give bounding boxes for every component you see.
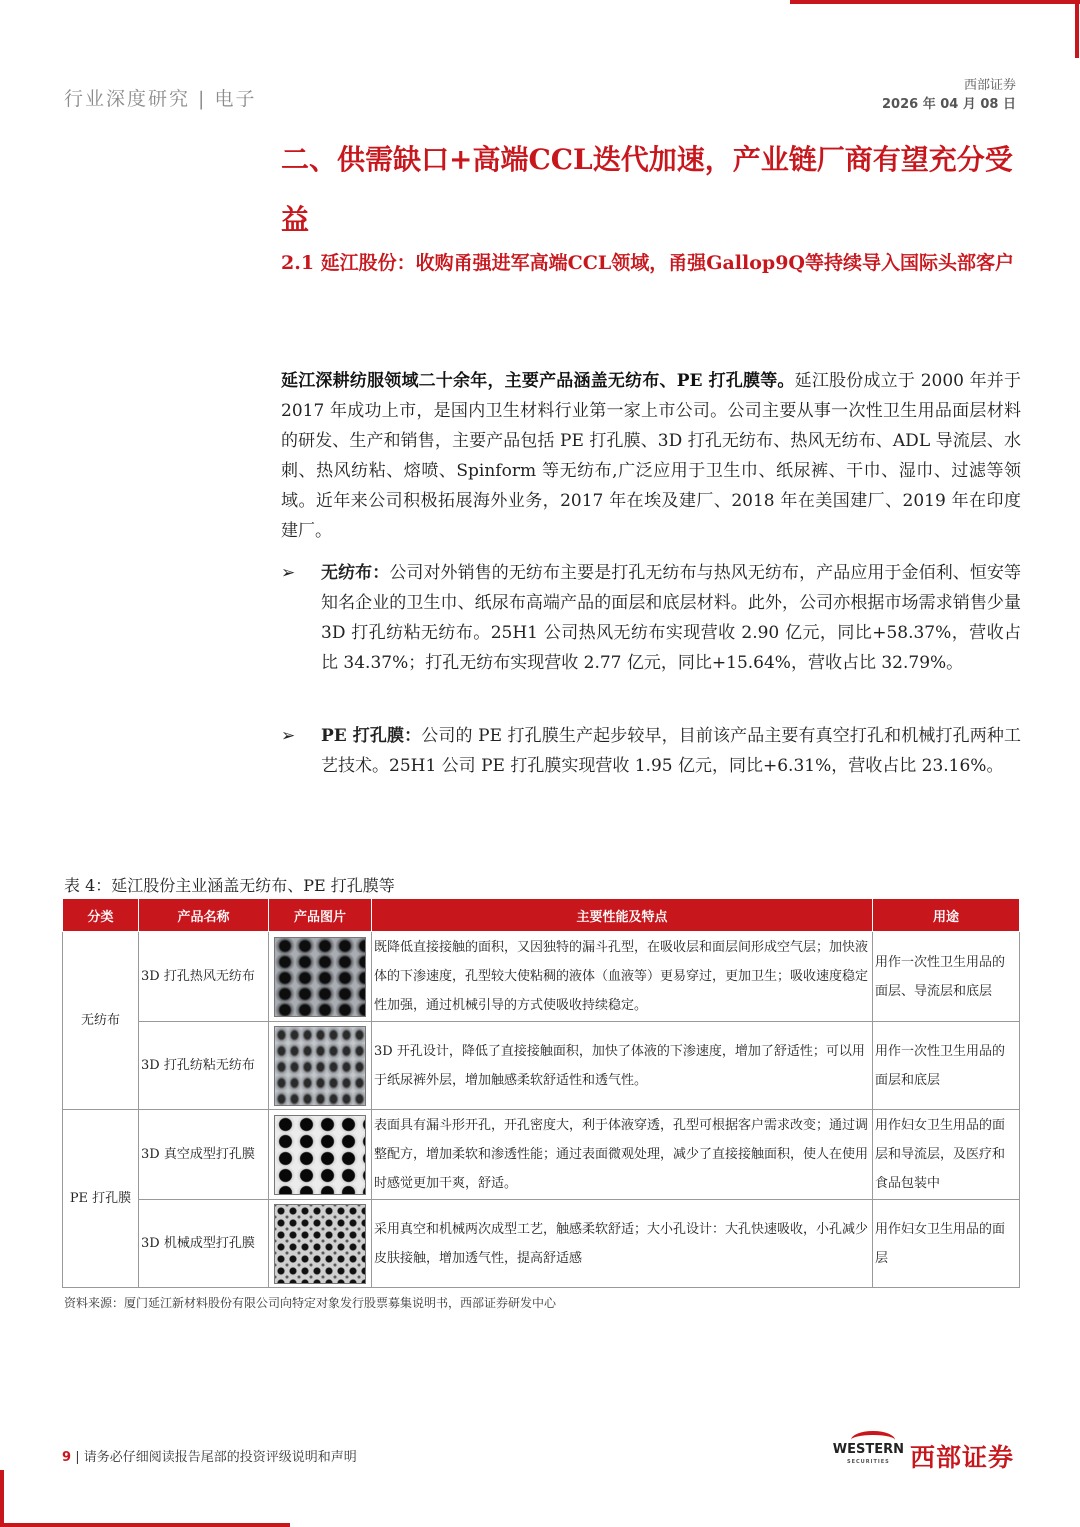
firm-name: 西部证券 [963, 78, 1016, 93]
table-row [63, 1110, 1020, 1200]
bullet-nonwoven [281, 558, 1021, 678]
section-title: 二、供需缺口+高端CCL迭代加速，产业链厂商有望充分受益 [281, 143, 1013, 236]
product-texture-image [274, 1204, 366, 1284]
header-meta [882, 76, 1016, 114]
intro-lead: 延江深耕纺服领域二十余年，主要产品涵盖无纺布、PE 打孔膜等。 [281, 371, 795, 391]
product-image-cell [269, 932, 372, 1022]
logo-chinese: 西部证券 [909, 1443, 1014, 1472]
header-usage: 用途 [873, 899, 1020, 932]
table-header-row [63, 899, 1020, 932]
product-texture-image [274, 1115, 366, 1195]
bullet-lead: PE 打孔膜： [321, 726, 422, 746]
top-right-red-line-vertical [1075, 0, 1079, 58]
usage-cell: 用作一次性卫生用品的面层、导流层和底层 [873, 932, 1020, 1022]
bullet-pe-film [281, 721, 1021, 781]
firm-logo [833, 1438, 1014, 1474]
product-name-cell: 3D 真空成型打孔膜 [139, 1110, 269, 1200]
header-product-name: 产品名称 [139, 899, 269, 932]
product-image-cell [269, 1022, 372, 1110]
bullet-text: 公司的 PE 打孔膜生产起步较早，目前该产品主要有真空打孔和机械打孔两种工艺技术。25H1 公司 PE 打孔膜实现营收 1.95 亿元，同比+6.31%，营收占比 23.16%。 [321, 726, 1021, 776]
table-source: 资料来源：厦门延江新材料股份有限公司向特定对象发行股票募集说明书，西部证券研发中心 [64, 1296, 557, 1310]
logo-english: WESTERN SECURITIES [833, 1443, 904, 1469]
feature-cell: 表面具有漏斗形开孔，开孔密度大，利于体液穿透，孔型可根据客户需求改变；通过调整配方，增加柔软和渗透性能；通过表面微观处理，减少了直接接触面积，使人在使用时感觉更加干爽，舒适。 [372, 1110, 873, 1200]
product-texture-image [274, 1026, 366, 1106]
disclaimer-note: 请务必仔细阅读报告尾部的投资评级说明和声明 [83, 1450, 357, 1465]
category-cell: 无纺布 [63, 932, 139, 1110]
intro-paragraph [281, 366, 1021, 546]
usage-cell: 用作妇女卫生用品的面层和导流层，及医疗和食品包装中 [873, 1110, 1020, 1200]
header-category: 分类 [63, 899, 139, 932]
usage-cell: 用作一次性卫生用品的面层和底层 [873, 1022, 1020, 1110]
product-name-cell: 3D 打孔热风无纺布 [139, 932, 269, 1022]
product-name-cell: 3D 机械成型打孔膜 [139, 1200, 269, 1288]
bullet-text: 公司对外销售的无纺布主要是打孔无纺布与热风无纺布，产品应用于金佰利、恒安等知名企业的卫生巾、纸尿布高端产品的面层和底层材料。此外，公司亦根据市场需求销售少量 3D 打孔纺粘无纺布。25H1 公司热风无纺布实现营收 2.90 亿元，同比+58.37%，营收占比 34.37%；打孔无纺布实现营收 2.77 亿元，同比+15.64%，营收占比 32.79%。 [321, 563, 1022, 673]
logo-arc-icon [851, 1431, 895, 1449]
table-caption: 表 4：延江股份主业涵盖无纺布、PE 打孔膜等 [64, 876, 395, 895]
page-number: 9 [62, 1450, 72, 1465]
bullet-lead: 无纺布： [321, 563, 390, 583]
report-category: 行业深度研究 | 电子 [64, 88, 257, 110]
page-footer: 9 | 请务必仔细阅读报告尾部的投资评级说明和声明 [62, 1450, 357, 1465]
bottom-left-red-line-vertical [0, 1470, 4, 1527]
header-product-image: 产品图片 [269, 899, 372, 932]
bottom-left-red-line [0, 1523, 290, 1527]
category-cell: PE 打孔膜 [63, 1110, 139, 1288]
top-right-red-line [790, 0, 1080, 4]
product-texture-image [274, 937, 366, 1017]
product-name-cell: 3D 打孔纺粘无纺布 [139, 1022, 269, 1110]
feature-cell: 既降低直接接触的面积，又因独特的漏斗孔型，在吸收层和面层间形成空气层；加快液体的下渗速度，孔型较大使粘稠的液体（血液等）更易穿过，更加卫生；吸收速度稳定性加强，通过机械引导的方式使吸收持续稳定。 [372, 932, 873, 1022]
table-row [63, 1200, 1020, 1288]
table-row [63, 932, 1020, 1022]
product-table [62, 898, 1020, 1288]
product-image-cell [269, 1200, 372, 1288]
report-date: 2026 年 04 月 08 日 [882, 97, 1016, 112]
intro-text: 延江股份成立于 2000 年并于 2017 年成功上市，是国内卫生材料行业第一家上市公司。公司主要从事一次性卫生用品面层材料的研发、生产和销售，主要产品包括 PE 打孔膜、3D 打孔无纺布、热风无纺布、ADL 导流层、水刺、热风纺粘、熔喷、Spinform 等无纺布,广泛应用于卫生巾、纸尿裤、干巾、湿巾、过滤等领域。近年来公司积极拓展海外业务，2017 年在埃及建厂、2018 年在美国建厂、2019 年在印度建厂。 [281, 371, 1021, 541]
feature-cell: 3D 开孔设计，降低了直接接触面积，加快了体液的下渗速度，增加了舒适性；可以用于纸尿裤外层，增加触感柔软舒适性和透气性。 [372, 1022, 873, 1110]
product-image-cell [269, 1110, 372, 1200]
bullet-marker: ➢ [281, 563, 296, 583]
header-features: 主要性能及特点 [372, 899, 873, 932]
feature-cell: 采用真空和机械两次成型工艺，触感柔软舒适；大小孔设计：大孔快速吸收，小孔减少皮肤接触，增加透气性，提高舒适感 [372, 1200, 873, 1288]
table-row [63, 1022, 1020, 1110]
usage-cell: 用作妇女卫生用品的面层 [873, 1200, 1020, 1288]
bullet-marker: ➢ [281, 726, 296, 746]
section-subtitle: 2.1 延江股份：收购甬强进军高端CCL领域，甬强Gallop9Q等持续导入国际头部客户 [281, 252, 1014, 274]
